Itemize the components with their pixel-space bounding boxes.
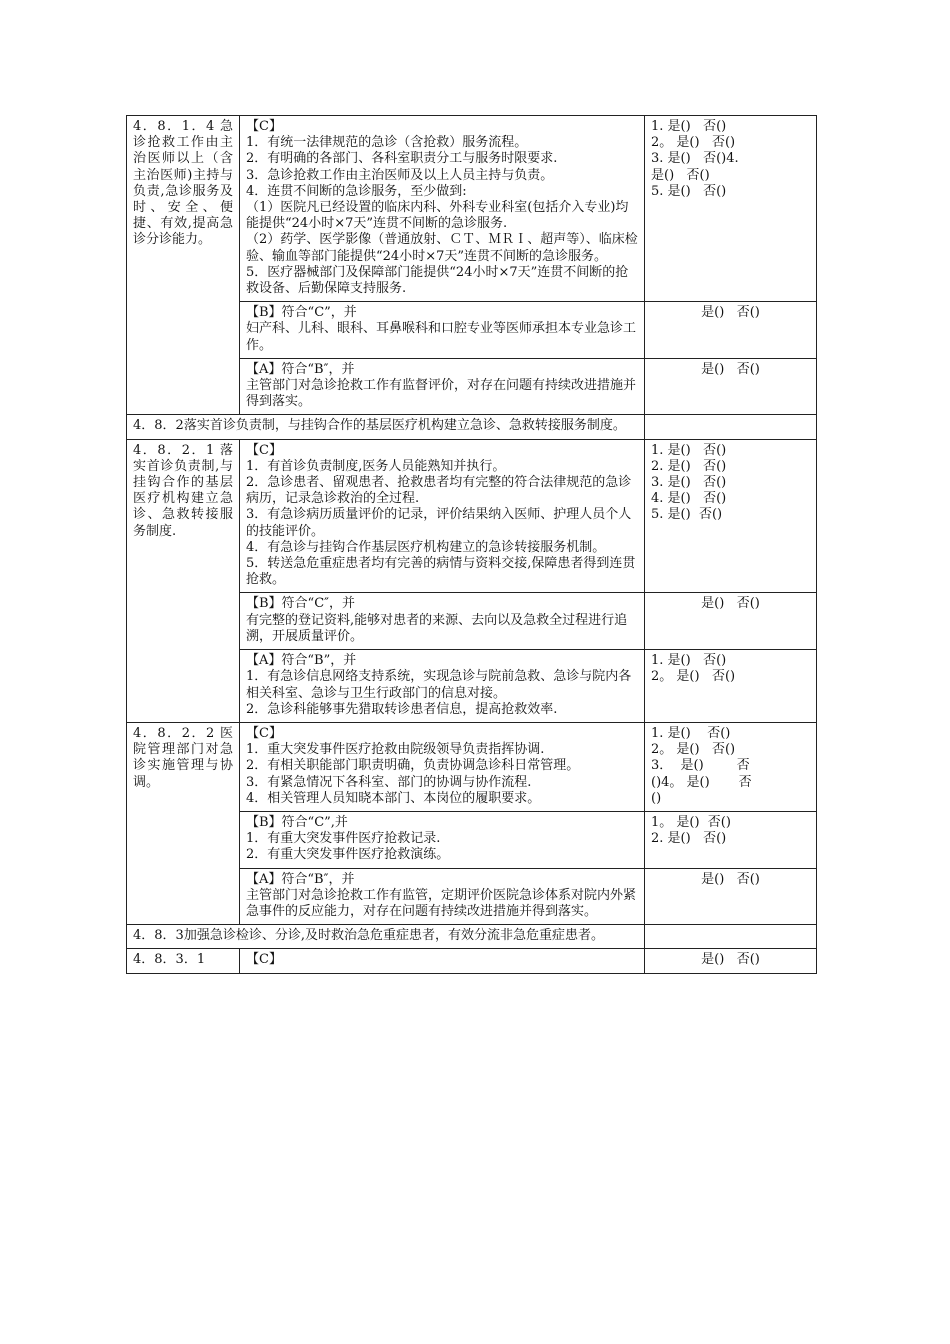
yes-no-checkline: 2. 是() 否() bbox=[651, 458, 727, 474]
section-empty-cell bbox=[645, 925, 817, 949]
item-code-cell: 4．8．3．1 bbox=[127, 949, 240, 973]
yes-no-checkline: 2。 是() 否() bbox=[651, 742, 736, 758]
standard-line: 3．有急诊病历质量评价的记录，评价结果纳入医师、护理人员个人的技能评价。 bbox=[246, 507, 632, 539]
checklist-cell bbox=[645, 650, 817, 723]
grade-label: 【C】 bbox=[246, 725, 282, 741]
yes-no-checkline: 2. 是() 否() bbox=[651, 831, 727, 847]
standard-line: 有完整的登记资料,能够对患者的来源、去向以及急救全过程进行追溯，开展质量评价。 bbox=[246, 612, 628, 644]
criteria-row bbox=[127, 116, 817, 302]
yes-no-checkline: 1. 是() 否() bbox=[651, 442, 727, 458]
yes-no-checkline: 是() 否() bbox=[651, 167, 710, 183]
standard-cell bbox=[240, 358, 645, 415]
yes-no-checkline: 2。 是() 否() bbox=[651, 669, 736, 685]
yes-no-checkline: 3. 是() 否() bbox=[651, 475, 727, 491]
standard-cell bbox=[240, 811, 645, 868]
grade-label: 【B】符合“C”，并 bbox=[246, 305, 357, 321]
yes-no-checkline: 是() 否() bbox=[701, 361, 760, 377]
standard-line: 1．有统一法律规范的急诊（含抢救）服务流程。 bbox=[246, 135, 528, 151]
checklist-cell bbox=[645, 439, 817, 593]
checklist-cell bbox=[645, 302, 817, 359]
checklist-cell bbox=[645, 868, 817, 925]
standard-line: 2．有明确的各部门、各科室职责分工与服务时限要求. bbox=[246, 151, 558, 167]
standard-line: 1．有首诊负责制度,医务人员能熟知并执行。 bbox=[246, 458, 506, 474]
yes-no-checkline: 5. 是() 否() bbox=[651, 507, 723, 523]
yes-no-checkline: () bbox=[651, 790, 662, 806]
yes-no-checkline: 是() 否() bbox=[701, 305, 760, 321]
yes-no-checkline: 1. 是() 否() bbox=[651, 119, 727, 134]
standard-cell bbox=[240, 116, 645, 302]
checklist-cell bbox=[645, 811, 817, 868]
grade-label: 【A】符合“B″，并 bbox=[246, 871, 355, 887]
yes-no-checkline: 是() 否() bbox=[701, 871, 760, 887]
standard-line: （1）医院凡已经设置的临床内科、外科专业科室(包括介入专业)均能提供“24小时×7天”连贯不间断的急诊服务. bbox=[246, 200, 629, 232]
item-code-cell: 4．8．2．1 落实首诊负责制,与挂钩合作的基层医疗机构建立急诊、急救转接服务制度. bbox=[127, 439, 240, 722]
standard-line: 4．有急诊与挂钩合作基层医疗机构建立的急诊转接服务机制。 bbox=[246, 539, 606, 555]
grade-label: 【B】符合“C″，并 bbox=[246, 596, 356, 612]
standard-cell bbox=[240, 949, 645, 973]
criteria-row bbox=[127, 439, 817, 593]
criteria-table bbox=[126, 115, 817, 974]
yes-no-checkline: ()4。 是() 否 bbox=[651, 774, 752, 790]
standard-line: 妇产科、儿科、眼科、耳鼻喉科和口腔专业等医师承担本专业急诊工作。 bbox=[246, 321, 637, 353]
checklist-cell bbox=[645, 116, 817, 302]
section-heading: 4．8．2落实首诊负责制，与挂钩合作的基层医疗机构建立急诊、急救转接服务制度。 bbox=[127, 415, 645, 439]
standard-cell bbox=[240, 868, 645, 925]
grade-label: 【A】符合“B”，并 bbox=[246, 653, 357, 669]
checklist-cell bbox=[645, 593, 817, 650]
standard-cell bbox=[240, 650, 645, 723]
yes-no-checkline: 1. 是() 否() bbox=[651, 725, 731, 741]
standard-line: 2．有重大突发事件医疗抢救演练。 bbox=[246, 847, 450, 863]
section-empty-cell bbox=[645, 415, 817, 439]
standard-line: 3．有紧急情况下各科室、部门的协调与协作流程. bbox=[246, 774, 532, 790]
standard-cell bbox=[240, 593, 645, 650]
standard-line: 4．相关管理人员知晓本部门、本岗位的履职要求。 bbox=[246, 790, 541, 806]
grade-label: 【A】符合“B″，并 bbox=[246, 361, 355, 377]
standard-line: 5．转送急危重症患者均有完善的病情与资料交接,保障患者得到连贯抢救。 bbox=[246, 556, 636, 588]
standard-line: 1．有急诊信息网络支持系统，实现急诊与院前急救、急诊与院内各相关科室、急诊与卫生行政部门的信息对接。 bbox=[246, 669, 632, 701]
criteria-row bbox=[127, 722, 817, 811]
yes-no-checkline: 1. 是() 否() bbox=[651, 653, 727, 669]
checklist-cell bbox=[645, 358, 817, 415]
section-row bbox=[127, 415, 817, 439]
section-row bbox=[127, 925, 817, 949]
grade-label: 【C】 bbox=[246, 442, 282, 458]
grade-label: 【C】 bbox=[246, 119, 282, 134]
standard-cell bbox=[240, 302, 645, 359]
yes-no-checkline: 3. 是() 否()4. bbox=[651, 151, 739, 167]
yes-no-checkline: 3． 是() 否 bbox=[651, 758, 750, 774]
criteria-table-body bbox=[127, 116, 817, 974]
item-code-cell: 4．8．1．4 急诊抢救工作由主治医师以上（含主治医师)主持与负责,急诊服务及时、安全、便捷、有效,提高急诊分诊能力。 bbox=[127, 116, 240, 415]
checklist-cell bbox=[645, 722, 817, 811]
standard-line: 1．有重大突发事件医疗抢救记录. bbox=[246, 831, 441, 847]
standard-line: 主管部门对急诊抢救工作有监管，定期评价医院急诊体系对院内外紧急事件的反应能力，对存在问题有持续改进措施并得到落实。 bbox=[246, 887, 637, 919]
grade-label: 【B】符合“C”,并 bbox=[246, 814, 348, 830]
standard-line: 主管部门对急诊抢救工作有监督评价，对存在问题有持续改进措施并得到落实。 bbox=[246, 378, 637, 410]
standard-line: 5．医疗器械部门及保障部门能提供“24小时×7天”连贯不间断的抢救设备、后勤保障支持服务. bbox=[246, 264, 629, 297]
yes-no-checkline: 2。 是() 否() bbox=[651, 135, 736, 151]
item-code-cell: 4．8．2．2 医院管理部门对急诊实施管理与协调。 bbox=[127, 722, 240, 924]
standard-cell bbox=[240, 722, 645, 811]
standard-line: （2）药学、医学影像（普通放射、ＣＴ、ＭＲＩ、超声等）、临床检验、输血等部门能提供“24小时×7天”连贯不间断的急诊服务。 bbox=[246, 232, 638, 264]
standard-line: 2．急诊患者、留观患者、抢救患者均有完整的符合法律规范的急诊病历，记录急诊救治的全过程. bbox=[246, 475, 632, 507]
standard-line: 2．有相关职能部门职责明确，负责协调急诊科日常管理。 bbox=[246, 758, 580, 774]
yes-no-checkline: 5. 是() 否() bbox=[651, 183, 727, 199]
yes-no-checkline: 1。 是() 否() bbox=[651, 814, 731, 830]
standard-line: 4．连贯不间断的急诊服务，至少做到: bbox=[246, 183, 467, 199]
standard-line: 2．急诊科能够事先猎取转诊患者信息，提高抢救效率. bbox=[246, 701, 558, 717]
yes-no-checkline: 是() 否() bbox=[701, 952, 760, 968]
yes-no-checkline: 4. 是() 否() bbox=[651, 491, 727, 507]
section-heading: 4．8．3加强急诊检诊、分诊,及时救治急危重症患者，有效分流非急危重症患者。 bbox=[127, 925, 645, 949]
criteria-row bbox=[127, 949, 817, 973]
yes-no-checkline: 是() 否() bbox=[701, 596, 760, 612]
standard-line: 1．重大突发事件医疗抢救由院级领导负责指挥协调. bbox=[246, 742, 545, 758]
standard-line: 3．急诊抢救工作由主治医师及以上人员主持与负责。 bbox=[246, 167, 554, 183]
grade-label: 【C】 bbox=[246, 952, 282, 968]
standard-cell bbox=[240, 439, 645, 593]
checklist-cell bbox=[645, 949, 817, 973]
